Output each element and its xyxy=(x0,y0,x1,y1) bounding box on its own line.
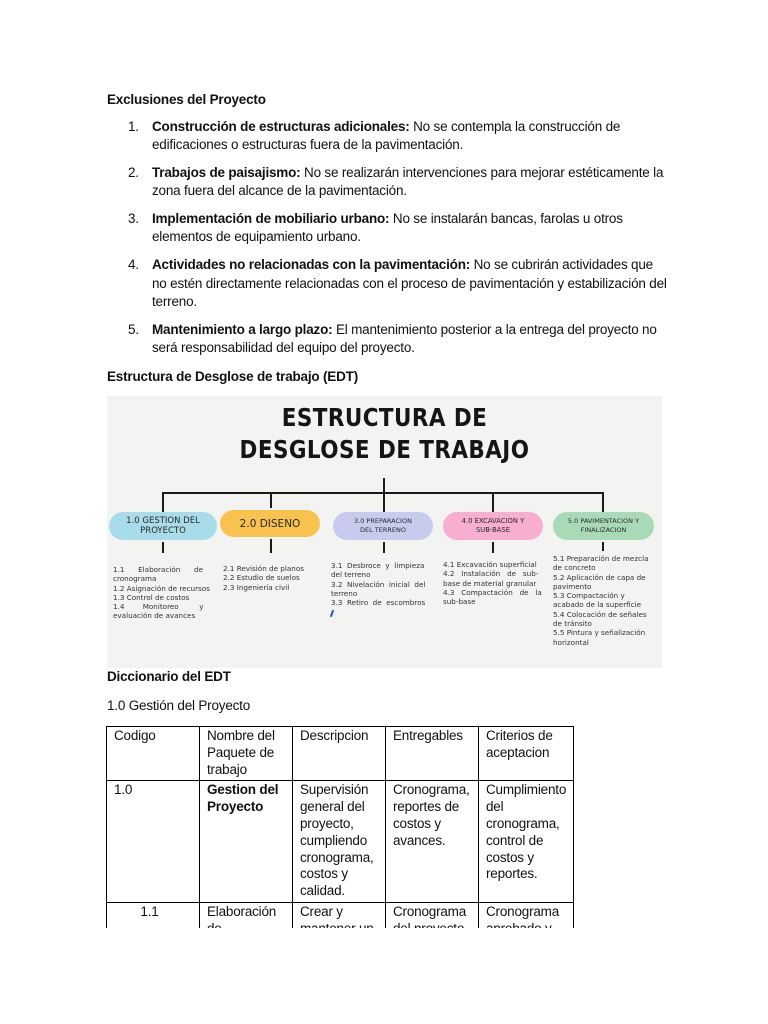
exclusion-item xyxy=(107,164,667,201)
exclusion-text: No se instalarán bancas, farolas u otros elementos de equipamiento urbano. xyxy=(152,211,623,245)
exclusion-title: Mantenimiento a largo plazo: xyxy=(152,321,333,337)
exclusion-item xyxy=(107,321,667,358)
edt-diagram-image xyxy=(107,396,662,668)
branch-node-1 xyxy=(109,512,217,540)
page-bottom-margin xyxy=(0,928,768,1024)
exclusion-text: No se contempla la construcción de edificaciones o estructuras fuera de la pavimentación. xyxy=(152,119,621,153)
item-connector xyxy=(492,542,494,553)
exclusion-text: No se cubrirán actividades que no estén directamente relacionadas con el proceso de pavimentación y estabilización del terreno. xyxy=(152,257,667,309)
exclusion-item xyxy=(107,256,667,311)
dictionary-subheading: 1.0 Gestión del Proyecto xyxy=(107,698,251,713)
work-item: 5.5 Pintura y señalización xyxy=(553,628,646,638)
branch-connector xyxy=(602,492,604,512)
column-header: Entregables xyxy=(386,727,479,781)
work-item: 5.4 Colocación de señales xyxy=(553,609,647,619)
branch-node-2 xyxy=(220,510,320,537)
diagram-title-line-2: DESGLOSE DE TRABAJO xyxy=(239,435,530,464)
work-item: 2.3 Ingeniería civil xyxy=(223,582,290,592)
cell-criteria: Cumplimiento del cronograma, control de costos y reportes. xyxy=(479,781,574,903)
work-item: 4.1 Excavación superficial xyxy=(443,560,537,569)
exclusion-title: Implementación de mobiliario urbano: xyxy=(152,211,390,227)
work-item: 5.1 Preparación de mezcla xyxy=(553,554,649,563)
exclusion-item xyxy=(107,118,667,155)
cell-description: Crear y xyxy=(293,902,386,940)
exclusions-list xyxy=(107,118,667,367)
work-item: pavimento xyxy=(553,581,592,591)
work-item: 1.1 Elaboración de xyxy=(113,565,203,574)
list-number: 5. xyxy=(128,321,139,337)
diagram-title-line-1: ESTRUCTURA DE xyxy=(281,403,488,432)
branch-items-2 xyxy=(223,564,321,592)
work-item: 1.4 Monitoreo y xyxy=(113,602,204,612)
cell-code: 1.0 xyxy=(107,781,200,903)
edt-heading: Estructura de Desglose de trabajo (EDT) xyxy=(107,369,359,384)
column-header: Criterios de aceptacion xyxy=(479,727,574,781)
pen-mark xyxy=(330,610,334,617)
table-header-row xyxy=(107,727,574,781)
cell-name: Gestion del Proyecto xyxy=(200,781,293,903)
cell-code: 1.1 xyxy=(107,902,200,940)
table-row xyxy=(107,781,574,903)
branch-items-5 xyxy=(553,554,659,647)
branch-node-4 xyxy=(443,512,543,540)
branch-node-5 xyxy=(553,512,654,540)
dictionary-heading: Diccionario del EDT xyxy=(107,669,231,684)
exclusion-item xyxy=(107,210,667,247)
edt-dictionary-table xyxy=(106,726,574,941)
work-item: 5.3 Compactación y xyxy=(553,591,625,601)
branch-label: 2.0 DISENO xyxy=(239,517,301,530)
work-item: cronograma xyxy=(113,574,157,584)
item-connector xyxy=(602,542,604,551)
work-item: base de material granular xyxy=(443,578,537,588)
work-item: 4.2 Instalación de sub- xyxy=(443,569,539,579)
work-item: 2.2 Estudio de suelos xyxy=(223,573,300,583)
work-item: acabado de la superficie xyxy=(553,600,642,610)
work-item: 2.1 Revisión de planos xyxy=(223,564,304,573)
trunk-connector xyxy=(383,478,385,493)
cell-deliverables: Cronograma xyxy=(386,902,479,940)
work-item: 4.3 Compactación de la xyxy=(443,587,542,597)
work-item: evaluación de avances xyxy=(113,611,196,621)
work-item: 3.3 Retiro de escombros xyxy=(331,598,426,608)
work-item: horizontal xyxy=(553,637,589,647)
work-item: sub-base xyxy=(443,597,476,607)
branch-label: 3.0 PREPARACION DEL TERRENO xyxy=(354,517,412,534)
list-number: 2. xyxy=(128,165,139,181)
work-item: terreno xyxy=(331,588,358,598)
column-header: Nombre del Paquete de trabajo xyxy=(200,727,293,781)
exclusion-title: Construcción de estructuras adicionales: xyxy=(152,119,410,134)
cell-criteria: Cronograma xyxy=(479,902,574,940)
branch-label: 1.0 GESTION DEL PROYECTO xyxy=(126,516,200,536)
cell-deliverables: Cronograma, reportes de costos y avances. xyxy=(386,781,479,903)
branch-label: 5.0 PAVIMENTACION Y FINALIZACION xyxy=(567,517,640,534)
work-item: 5.2 Aplicación de capa de xyxy=(553,572,646,582)
item-connector xyxy=(383,542,385,553)
cell-name: Elaboración xyxy=(200,902,293,940)
branch-items-4 xyxy=(443,560,545,606)
cell-description: Supervisión general del proyecto, cumpliendo cronograma, costos y calidad. xyxy=(293,781,386,903)
exclusion-title: Actividades no relacionadas con la pavimentación: xyxy=(152,257,471,273)
column-header: Descripcion xyxy=(293,727,386,781)
column-header: Codigo xyxy=(107,727,200,781)
work-item: de tránsito xyxy=(553,619,592,629)
branch-connector xyxy=(162,492,164,512)
work-item: del terreno xyxy=(331,570,371,580)
exclusion-title: Trabajos de paisajismo: xyxy=(152,165,301,181)
branch-connector xyxy=(270,492,272,508)
work-item: 1.3 Control de costos xyxy=(113,592,190,602)
branch-node-3 xyxy=(333,512,433,540)
list-number: 4. xyxy=(128,257,139,273)
work-item: 3.1 Desbroce y limpieza xyxy=(331,561,425,570)
exclusions-heading: Exclusiones del Proyecto xyxy=(107,92,266,107)
branch-label: 4.0 EXCAVACION Y SUB-BASE xyxy=(461,517,525,534)
work-item: 1.2 Asignación de recursos xyxy=(113,583,210,593)
list-number: 3. xyxy=(128,211,139,227)
branch-items-1 xyxy=(113,565,213,621)
list-number: 1. xyxy=(128,119,139,134)
work-item: 3.2 Nivelación inicial del xyxy=(331,579,426,589)
branch-connector xyxy=(383,492,385,512)
work-item: de concreto xyxy=(553,563,596,573)
exclusion-text: El mantenimiento posterior a la entrega del proyecto no será responsabilidad del equipo del proyecto. xyxy=(152,321,657,355)
branch-items-3 xyxy=(331,561,435,607)
item-connector xyxy=(270,539,272,553)
item-connector xyxy=(162,542,164,553)
exclusion-text: No se realizarán intervenciones para mejorar estéticamente la zona fuera del alcance de la pavimentación. xyxy=(152,165,664,199)
branch-connector xyxy=(492,492,494,512)
